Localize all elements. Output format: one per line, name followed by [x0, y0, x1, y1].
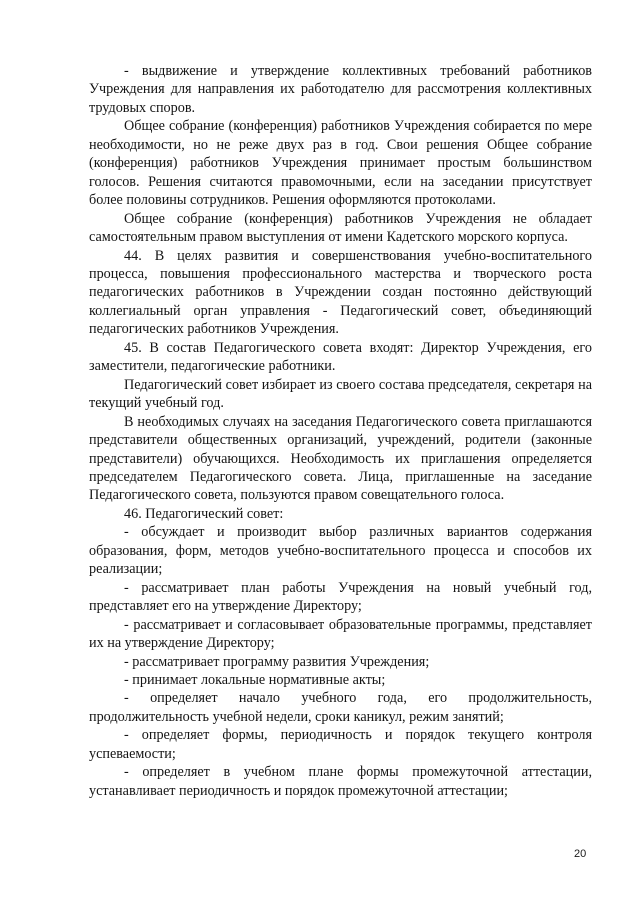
list-item-local-acts: - принимает локальные нормативные акты;: [124, 671, 386, 688]
paragraph-council-chair: Педагогический совет избирает из своего состава председателя, секретаря на текущий учебный год.: [89, 376, 592, 412]
list-item-educational-programs: - рассматривает и согласовывает образовательные программы, представляет их на утверждение Директору;: [89, 616, 592, 652]
paragraph-collective-demands: - выдвижение и утверждение коллективных требований работников Учреждения для направления их работодателю для рассмотрения коллективных трудовых споров.: [89, 63, 592, 116]
page-number: 20: [574, 848, 587, 860]
list-item-intermediate-attestation: - определяет в учебном плане формы промежуточной аттестации, устанавливает периодичность и порядок промежуточной аттестации;: [89, 764, 592, 799]
paragraph-item-44: 44. В целях развития и совершенствования учебно-воспитательного процесса, повышения профессионального мастерства и творческого роста педагогических работников в Учреждении создан постоянно действующий коллегиальный орган управления - Педагогический совет, объединяющий педагогических работников Учреждения.: [89, 247, 592, 338]
paragraph-item-45: 45. В состав Педагогического совета входят: Директор Учреждения, его заместители, педагогические работники.: [89, 339, 592, 375]
paragraph-item-46-heading: 46. Педагогический совет:: [124, 505, 284, 522]
list-item-progress-control: - определяет формы, периодичность и порядок текущего контроля успеваемости;: [89, 727, 592, 762]
list-item-work-plan: - рассматривает план работы Учреждения на новый учебный год, представляет его на утверждение Директору;: [89, 579, 592, 615]
paragraph-meeting-frequency: Общее собрание (конференция) работников Учреждения собирается по мере необходимости, но не реже двух раз в год. Свои решения Общее собрание (конференция) работников Учреждения принимает простым большинством голосов. Решения считаются правомочными, если на заседании присутствует более половины сотрудников. Решения оформляются протоколами.: [89, 118, 592, 209]
paragraph-meeting-rights: Общее собрание (конференция) работников Учреждения не обладает самостоятельным правом выступления от имени Кадетского морского корпуса.: [89, 210, 592, 246]
document-body: [89, 62, 592, 800]
list-item-development-program: - рассматривает программу развития Учреждения;: [124, 653, 430, 670]
list-item-content-choice: - обсуждает и производит выбор различных вариантов содержания образования, форм, методов учебно-воспитательного процесса и способов их реализации;: [89, 524, 592, 578]
paragraph-invited-guests: В необходимых случаях на заседания Педагогического совета приглашаются представители общественных организаций, учреждений, родители (законные представители) обучающихся. Необходимость их приглашения определяется председателем Педагогического совета. Лица, приглашенные на заседание Педагогического совета, пользуются правом совещательного голоса.: [89, 413, 592, 504]
list-item-school-year: - определяет начало учебного года, его продолжительность, продолжительность учебной недели, сроки каникул, режим занятий;: [89, 690, 592, 725]
